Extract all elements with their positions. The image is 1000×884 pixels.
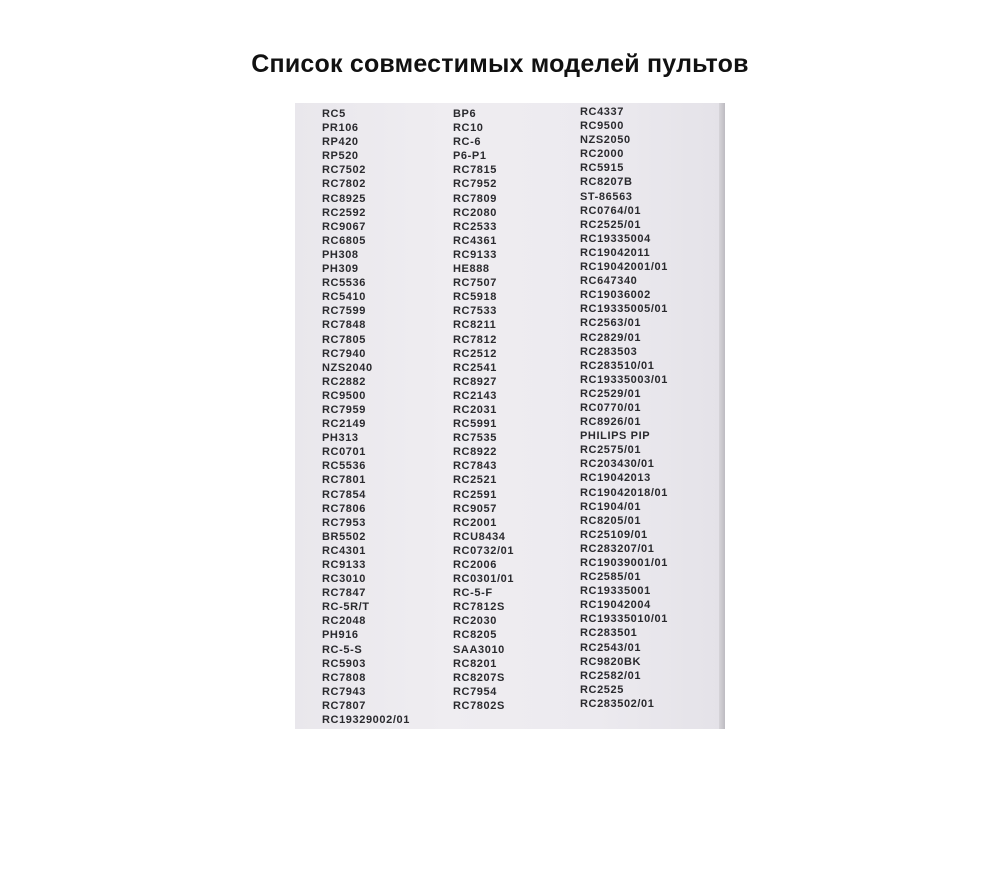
model-entry: RC647340 bbox=[580, 275, 638, 288]
model-entry: RC7599 bbox=[322, 305, 366, 318]
model-entry: RC5903 bbox=[322, 657, 366, 670]
model-entry: RC7843 bbox=[453, 460, 497, 473]
model-entry: RC5915 bbox=[580, 162, 624, 175]
model-entry: RC5918 bbox=[453, 291, 497, 304]
model-entry: RC8207S bbox=[453, 671, 505, 684]
model-entry: RC-6 bbox=[453, 136, 482, 149]
model-entry: RC9820BK bbox=[580, 655, 642, 668]
model-entry: RC1904/01 bbox=[580, 500, 642, 513]
model-entry: RC2882 bbox=[322, 375, 366, 388]
model-entry: RCU8434 bbox=[453, 530, 506, 543]
model-entry: RC9133 bbox=[322, 559, 366, 571]
model-entry: RC2030 bbox=[453, 615, 497, 628]
model-entry: RC5536 bbox=[322, 460, 366, 473]
model-entry: RC7847 bbox=[322, 587, 366, 600]
model-entry: RC2529/01 bbox=[580, 387, 642, 400]
model-entry: RC2541 bbox=[453, 361, 497, 374]
model-entry: RC2592 bbox=[322, 206, 366, 219]
model-entry: RC5410 bbox=[322, 291, 366, 304]
model-entry: RC283510/01 bbox=[580, 359, 655, 372]
model-entry: RC7854 bbox=[322, 488, 366, 501]
model-entry: RC7953 bbox=[322, 516, 366, 529]
model-entry: PH313 bbox=[322, 432, 359, 445]
model-entry: RC0770/01 bbox=[580, 401, 642, 414]
model-entry: RC7805 bbox=[322, 333, 366, 346]
model-entry: PHILIPS PIP bbox=[580, 430, 651, 443]
model-entry: PR106 bbox=[322, 122, 359, 135]
model-entry: RC7806 bbox=[322, 502, 366, 515]
model-entry: RC2582/01 bbox=[580, 669, 642, 682]
model-entry: RC2143 bbox=[453, 389, 497, 402]
model-entry: PH309 bbox=[322, 263, 359, 276]
model-entry: ST-86563 bbox=[580, 190, 633, 203]
model-entry: RC8925 bbox=[322, 192, 366, 205]
model-entry: RC7848 bbox=[322, 319, 366, 332]
model-entry: RC2512 bbox=[453, 347, 497, 360]
model-entry: RP420 bbox=[322, 136, 359, 149]
model-entry: RC8926/01 bbox=[580, 416, 642, 429]
model-entry: RC2591 bbox=[453, 488, 497, 501]
model-entry: RC9500 bbox=[580, 120, 624, 133]
model-entry: RC2000 bbox=[580, 148, 624, 161]
model-entry: RC9057 bbox=[453, 502, 497, 515]
model-entry: RC25109/01 bbox=[580, 528, 648, 541]
model-entry: RC19042018/01 bbox=[580, 486, 668, 499]
model-column-1 bbox=[322, 107, 410, 727]
photo-edge-shadow bbox=[719, 103, 725, 729]
model-entry: RC2563/01 bbox=[580, 317, 642, 330]
model-entry: RC10 bbox=[453, 122, 484, 135]
model-entry: RC19039001/01 bbox=[580, 557, 668, 569]
model-entry: RC4337 bbox=[580, 106, 624, 118]
model-entry: RC7801 bbox=[322, 474, 366, 487]
model-column-2 bbox=[453, 107, 514, 713]
model-entry: RC2031 bbox=[453, 403, 497, 416]
model-entry: RC2006 bbox=[453, 559, 497, 571]
model-entry: RC19335010/01 bbox=[580, 613, 668, 626]
model-entry: RC4301 bbox=[322, 544, 366, 557]
model-entry: RC7802 bbox=[322, 178, 366, 191]
model-entry: RC7815 bbox=[453, 164, 497, 177]
model-entry: RC283207/01 bbox=[580, 542, 655, 555]
model-entry: RC7954 bbox=[453, 685, 497, 698]
model-entry: RC2048 bbox=[322, 615, 366, 628]
model-entry: RC19335004 bbox=[580, 232, 651, 245]
model-entry: RC7802S bbox=[453, 699, 505, 712]
model-entry: HE888 bbox=[453, 263, 490, 276]
model-entry: RC8211 bbox=[453, 319, 497, 332]
model-entry: RC283503 bbox=[580, 345, 638, 358]
model-entry: RC4361 bbox=[453, 234, 497, 247]
model-entry: RC8205 bbox=[453, 629, 497, 642]
model-entry: RC-5R/T bbox=[322, 601, 370, 614]
model-entry: RC2521 bbox=[453, 474, 497, 487]
model-entry: RC2533 bbox=[453, 220, 497, 233]
model-entry: RC2001 bbox=[453, 516, 497, 529]
model-entry: RC7502 bbox=[322, 164, 366, 177]
model-entry: RC2525 bbox=[580, 683, 624, 696]
model-entry: RC19042013 bbox=[580, 472, 651, 485]
model-entry: RC5 bbox=[322, 108, 346, 120]
model-entry: RC3010 bbox=[322, 573, 366, 586]
model-entry: RC203430/01 bbox=[580, 458, 655, 471]
model-entry: RC0732/01 bbox=[453, 544, 515, 557]
model-entry: RP520 bbox=[322, 150, 359, 163]
model-entry: RC7809 bbox=[453, 192, 497, 205]
model-entry: RC7507 bbox=[453, 277, 497, 290]
model-entry: RC7812S bbox=[453, 601, 505, 614]
model-entry: BP6 bbox=[453, 108, 477, 120]
model-entry: RC2525/01 bbox=[580, 218, 642, 231]
model-entry: RC7535 bbox=[453, 432, 497, 445]
model-column-3 bbox=[580, 105, 668, 711]
model-entry: RC2829/01 bbox=[580, 331, 642, 344]
model-entry: RC2575/01 bbox=[580, 444, 642, 457]
model-entry: SAA3010 bbox=[453, 643, 505, 656]
model-entry: RC5536 bbox=[322, 277, 366, 290]
model-entry: PH916 bbox=[322, 629, 359, 642]
model-entry: RC9133 bbox=[453, 248, 497, 261]
model-entry: RC7808 bbox=[322, 671, 366, 684]
model-entry: RC2543/01 bbox=[580, 641, 642, 654]
model-entry: RC2149 bbox=[322, 418, 366, 431]
model-entry: P6-P1 bbox=[453, 150, 487, 163]
model-entry: RC283501 bbox=[580, 627, 638, 640]
model-entry: RC7943 bbox=[322, 685, 366, 698]
model-entry: RC2080 bbox=[453, 206, 497, 219]
model-entry: RC9067 bbox=[322, 220, 366, 233]
model-entry: RC0701 bbox=[322, 446, 366, 459]
model-entry: RC19042001/01 bbox=[580, 261, 668, 274]
model-entry: RC8922 bbox=[453, 446, 497, 459]
model-entry: RC8201 bbox=[453, 657, 497, 670]
model-entry: RC8207B bbox=[580, 176, 633, 189]
model-list-photo bbox=[295, 103, 725, 729]
model-entry: RC7807 bbox=[322, 699, 366, 712]
model-entry: RC7952 bbox=[453, 178, 497, 191]
model-entry: RC19335005/01 bbox=[580, 303, 668, 316]
model-entry: RC7959 bbox=[322, 403, 366, 416]
model-entry: PH308 bbox=[322, 248, 359, 261]
model-entry: RC7940 bbox=[322, 347, 366, 360]
model-entry: NZS2050 bbox=[580, 134, 631, 147]
model-entry: RC19042004 bbox=[580, 599, 651, 612]
model-entry: RC6805 bbox=[322, 234, 366, 247]
model-entry: RC8205/01 bbox=[580, 514, 642, 527]
model-entry: BR5502 bbox=[322, 530, 366, 543]
model-entry: RC0301/01 bbox=[453, 573, 515, 586]
model-entry: RC7533 bbox=[453, 305, 497, 318]
model-entry: RC19036002 bbox=[580, 289, 651, 302]
model-entry: RC19042011 bbox=[580, 246, 651, 259]
model-entry: RC9500 bbox=[322, 389, 366, 402]
model-entry: NZS2040 bbox=[322, 361, 373, 374]
model-entry: RC2585/01 bbox=[580, 571, 642, 584]
model-entry: RC0764/01 bbox=[580, 204, 642, 217]
model-entry: RC5991 bbox=[453, 418, 497, 431]
model-entry: RC19329002/01 bbox=[322, 714, 410, 727]
model-entry: RC-5-F bbox=[453, 587, 493, 600]
model-entry: RC-5-S bbox=[322, 643, 363, 656]
model-entry: RC19335003/01 bbox=[580, 373, 668, 386]
model-entry: RC7812 bbox=[453, 333, 497, 346]
model-entry: RC283502/01 bbox=[580, 697, 655, 710]
page-title: Список совместимых моделей пультов bbox=[251, 50, 749, 78]
model-entry: RC8927 bbox=[453, 375, 497, 388]
model-entry: RC19335001 bbox=[580, 585, 651, 598]
